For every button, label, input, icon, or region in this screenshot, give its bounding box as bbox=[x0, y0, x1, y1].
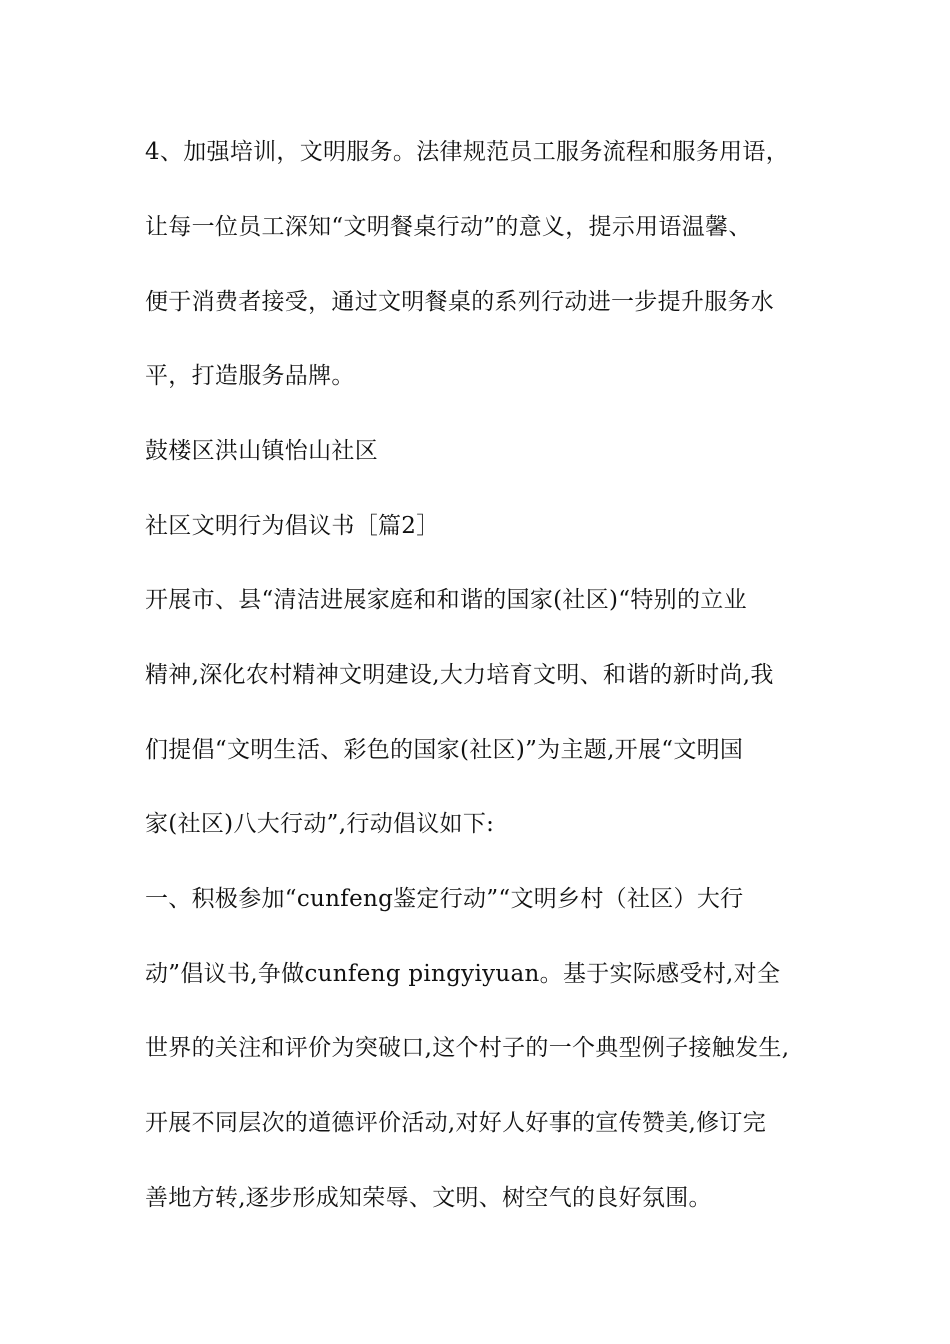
text-line: 家(社区)八大行动”,行动倡议如下: bbox=[145, 811, 495, 837]
section-heading: 社区文明行为倡议书［篇2］ bbox=[145, 513, 440, 539]
text-line: 让每一位员工深知“文明餐桌行动”的意义，提示用语温馨、 bbox=[145, 214, 752, 240]
text-line: 4、加强培训，文明服务。法律规范员工服务流程和服务用语， bbox=[145, 139, 790, 165]
text-line: 一、积极参加“cunfeng鉴定行动”“文明乡村（社区）大行 bbox=[145, 886, 744, 912]
text-line: 善地方转,逐步形成知荣辱、文明、树空气的良好氛围。 bbox=[145, 1185, 712, 1211]
text-line: 平，打造服务品牌。 bbox=[145, 363, 355, 389]
text-line: 精神,深化农村精神文明建设,大力培育文明、和谐的新时尚,我 bbox=[145, 662, 774, 688]
text-line: 们提倡“文明生活、彩色的国家(社区)”为主题,开展“文明国 bbox=[145, 737, 744, 763]
text-line: 便于消费者接受，通过文明餐桌的系列行动进一步提升服务水 bbox=[145, 289, 775, 315]
text-line: 开展不同层次的道德评价活动,对好人好事的宣传赞美,修订完 bbox=[145, 1110, 767, 1136]
text-line: 动”倡议书,争做cunfeng pingyiyuan。基于实际感受村,对全 bbox=[145, 961, 781, 987]
text-line: 开展市、县“清洁进展家庭和和谐的国家(社区)“特别的立业 bbox=[145, 587, 747, 613]
text-line: 鼓楼区洪山镇怡山社区 bbox=[145, 438, 378, 464]
text-line: 世界的关注和评价为突破口,这个村子的一个典型例子接触发生, bbox=[145, 1035, 790, 1061]
